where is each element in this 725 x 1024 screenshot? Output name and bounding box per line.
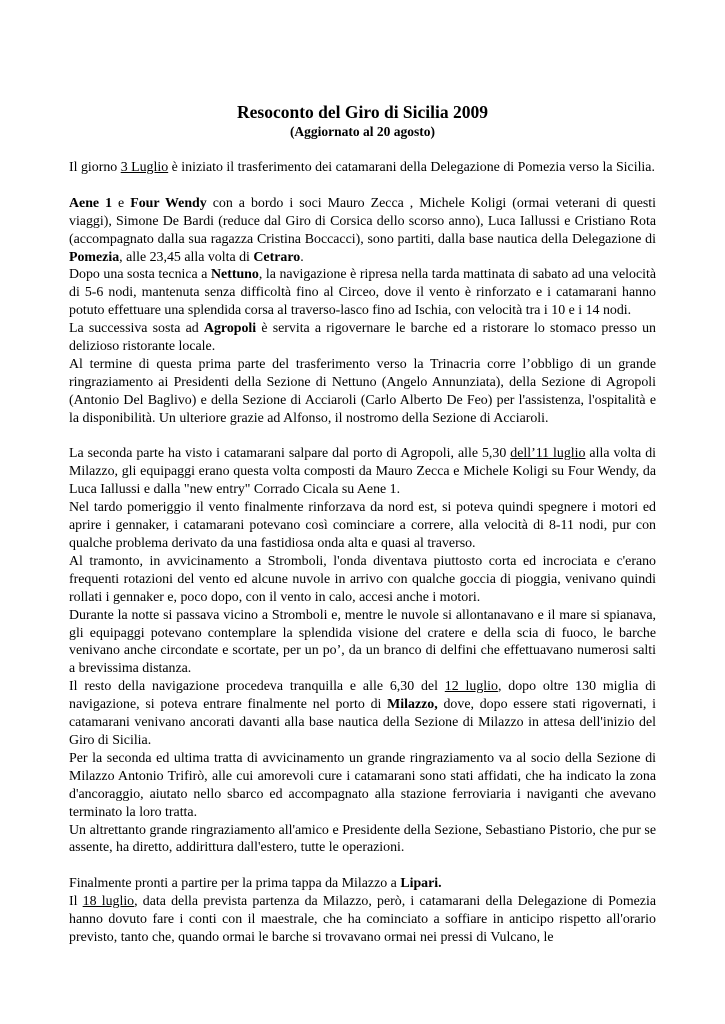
text-segment: alla volta di Milazzo, gli equipaggi erano questa volta composti da Mauro Zecca e Michele Koligi su Four Wendy, da Luca Iallussi e dalla "new entry" Corrado Cicala su Aene 1.	[69, 446, 656, 498]
text-segment: , dopo oltre 130 miglia di navigazione, si poteva entrare finalmente nel porto di	[69, 679, 656, 713]
text-segment: Dopo una sosta tecnica a	[69, 267, 211, 283]
bold-text: Milazzo,	[387, 697, 438, 713]
paragraph	[69, 159, 656, 177]
text-segment: Il	[69, 894, 83, 910]
text-segment: , la navigazione è ripresa nella tarda mattinata di sabato ad una velocità di 5-6 nodi, mantenuta senza difficoltà fino al Circeo, dove il vento è rinforzato e i catamarani hanno potuto effettuare una splendida corsa al traverso-lasco fino ad Ischia, con velocità tra i 10 e i 14 nodi.	[69, 267, 657, 319]
paragraph-spacer	[69, 428, 656, 446]
bold-text: Lipari.	[400, 876, 442, 892]
bold-text: Pomezia	[69, 249, 120, 265]
text-segment: Durante la notte si passava vicino a Stromboli e, mentre le nuvole si allontanavano e il mare si spianava, gli equipaggi potevano contemplare la splendida visione del cratere e della scia di fuoco, le barche venivano anche circondate e scortate, per un po’, da un branco di delfini che effettuavano numerosi salti a brevissima distanza.	[69, 607, 656, 677]
text-segment: , data della prevista partenza da Milazzo, però, i catamarani della Delegazione di Pomezia hanno dovuto fare i conti con il maestrale, che ha cominciato a soffiare in anticipo rispetto all'orario previsto, tanto che, quando ormai le barche si trovavano ormai nei pressi di Vulcano, le	[69, 894, 656, 945]
text-segment: Per la seconda ed ultima tratta di avvicinamento un grande ringraziamento va al socio della Sezione di Milazzo Antonio Trifirò, alle cui amorevoli cure i catamarani sono stati affidati, che ha indicato la zona d'ancoraggio, aiutato nello sbarco ed accompagnato alla stazione ferroviaria i naviganti che avevano terminato la loro tratta.	[69, 750, 656, 820]
bold-text: Aene 1	[69, 195, 113, 211]
bold-text: Four Wendy	[130, 195, 207, 211]
paragraph	[69, 266, 656, 320]
paragraph	[69, 320, 656, 356]
paragraph	[69, 822, 656, 858]
text-segment: Nel tardo pomeriggio il vento finalmente rinforzava da nord est, si poteva quindi spegnere i motori ed aprire i gennaker, i catamarani potevano così cominciare a correre, alla velocità di 8-11 nodi, pur con qualche problema derivato da una fastidiosa onda alta e quasi al traverso.	[69, 500, 656, 551]
text-segment: Il resto della navigazione procedeva tranquilla e alle 6,30 del	[69, 679, 445, 695]
paragraph	[69, 499, 656, 553]
underlined-date: dell’11 luglio	[510, 446, 586, 462]
underlined-date: 3 Luglio	[120, 160, 169, 175]
text-segment: dove, dopo essere stati rigovernati, i catamarani venivano ancorati davanti alla base nautica della Sezione di Milazzo in attesa dell'inizio del Giro di Sicilia.	[69, 697, 656, 748]
paragraph	[69, 607, 656, 679]
text-segment: , alle 23,45 alla volta di	[119, 249, 254, 265]
paragraph-spacer	[69, 857, 656, 875]
paragraph-spacer	[69, 177, 656, 195]
paragraph	[69, 893, 656, 947]
text-segment: è servita a rigovernare le barche ed a ristorare lo stomaco presso un delizioso ristorante locale.	[69, 321, 657, 355]
text-segment: .	[300, 249, 304, 265]
text-segment: con a bordo i soci Mauro Zecca , Michele Koligi (ormai veterani di questi viaggi), Simone De Bardi (reduce dal Giro di Corsica dello scorso anno), Luca Iallussi e Cristiano Rota (accompagnato dalla sua ragazza Cristina Boccacci), sono partiti, dalla base nautica della Delegazione di	[69, 195, 656, 247]
paragraph	[69, 678, 656, 750]
text-segment: Un altrettanto grande ringraziamento all'amico e Presidente della Sezione, Sebastiano Pistorio, che pur se assente, ha diretto, addirittura dall'estero, tutte le operazioni.	[69, 822, 656, 856]
bold-text: Nettuno	[211, 267, 259, 283]
document-page	[69, 102, 656, 947]
document-title: Resoconto del Giro di Sicilia 2009	[237, 102, 488, 122]
paragraph	[69, 553, 656, 607]
bold-text: Cetraro	[253, 249, 301, 265]
text-segment: e	[112, 195, 131, 211]
text-segment: Il giorno	[69, 160, 121, 175]
paragraph	[69, 875, 656, 893]
text-segment: Finalmente pronti a partire per la prima tappa da Milazzo a	[69, 876, 401, 892]
paragraph	[69, 445, 656, 499]
text-segment: Al tramonto, in avvicinamento a Stromboli, l'onda diventava piuttosto corta ed incrociata e c'erano frequenti rotazioni del vento ed alcune nuvole in arrivo con qualche goccia di pioggia, venivano quindi rollati i gennaker e, poco dopo, con il vento in calo, accesi anche i motori.	[69, 553, 656, 605]
paragraph	[69, 195, 656, 267]
paragraph	[69, 356, 656, 428]
underlined-date: 12 luglio	[444, 679, 498, 695]
underlined-date: 18 luglio	[82, 894, 135, 910]
text-segment: La successiva sosta ad	[69, 321, 204, 337]
text-segment: La seconda parte ha visto i catamarani salpare dal porto di Agropoli, alle 5,30	[69, 446, 511, 462]
paragraph	[69, 750, 656, 822]
document-body	[69, 159, 656, 947]
text-segment: Al termine di questa prima parte del trasferimento verso la Trinacria corre l’obbligo di un grande ringraziamento ai Presidenti della Sezione di Nettuno (Angelo Annunziata), della Sezione di Agropoli (Antonio Del Baglivo) e della Sezione di Acciaroli (Carlo Alberto De Feo) per l'assistenza, l'ospitalità e la disponibilità. Un ulteriore grazie ad Alfonso, il nostromo della Sezione di Acciaroli.	[69, 356, 656, 426]
bold-text: Agropoli	[203, 321, 257, 337]
document-subtitle: (Aggiornato al 20 agosto)	[289, 124, 436, 139]
text-segment: è iniziato il trasferimento dei catamarani della Delegazione di Pomezia verso la Sicilia.	[168, 160, 655, 175]
